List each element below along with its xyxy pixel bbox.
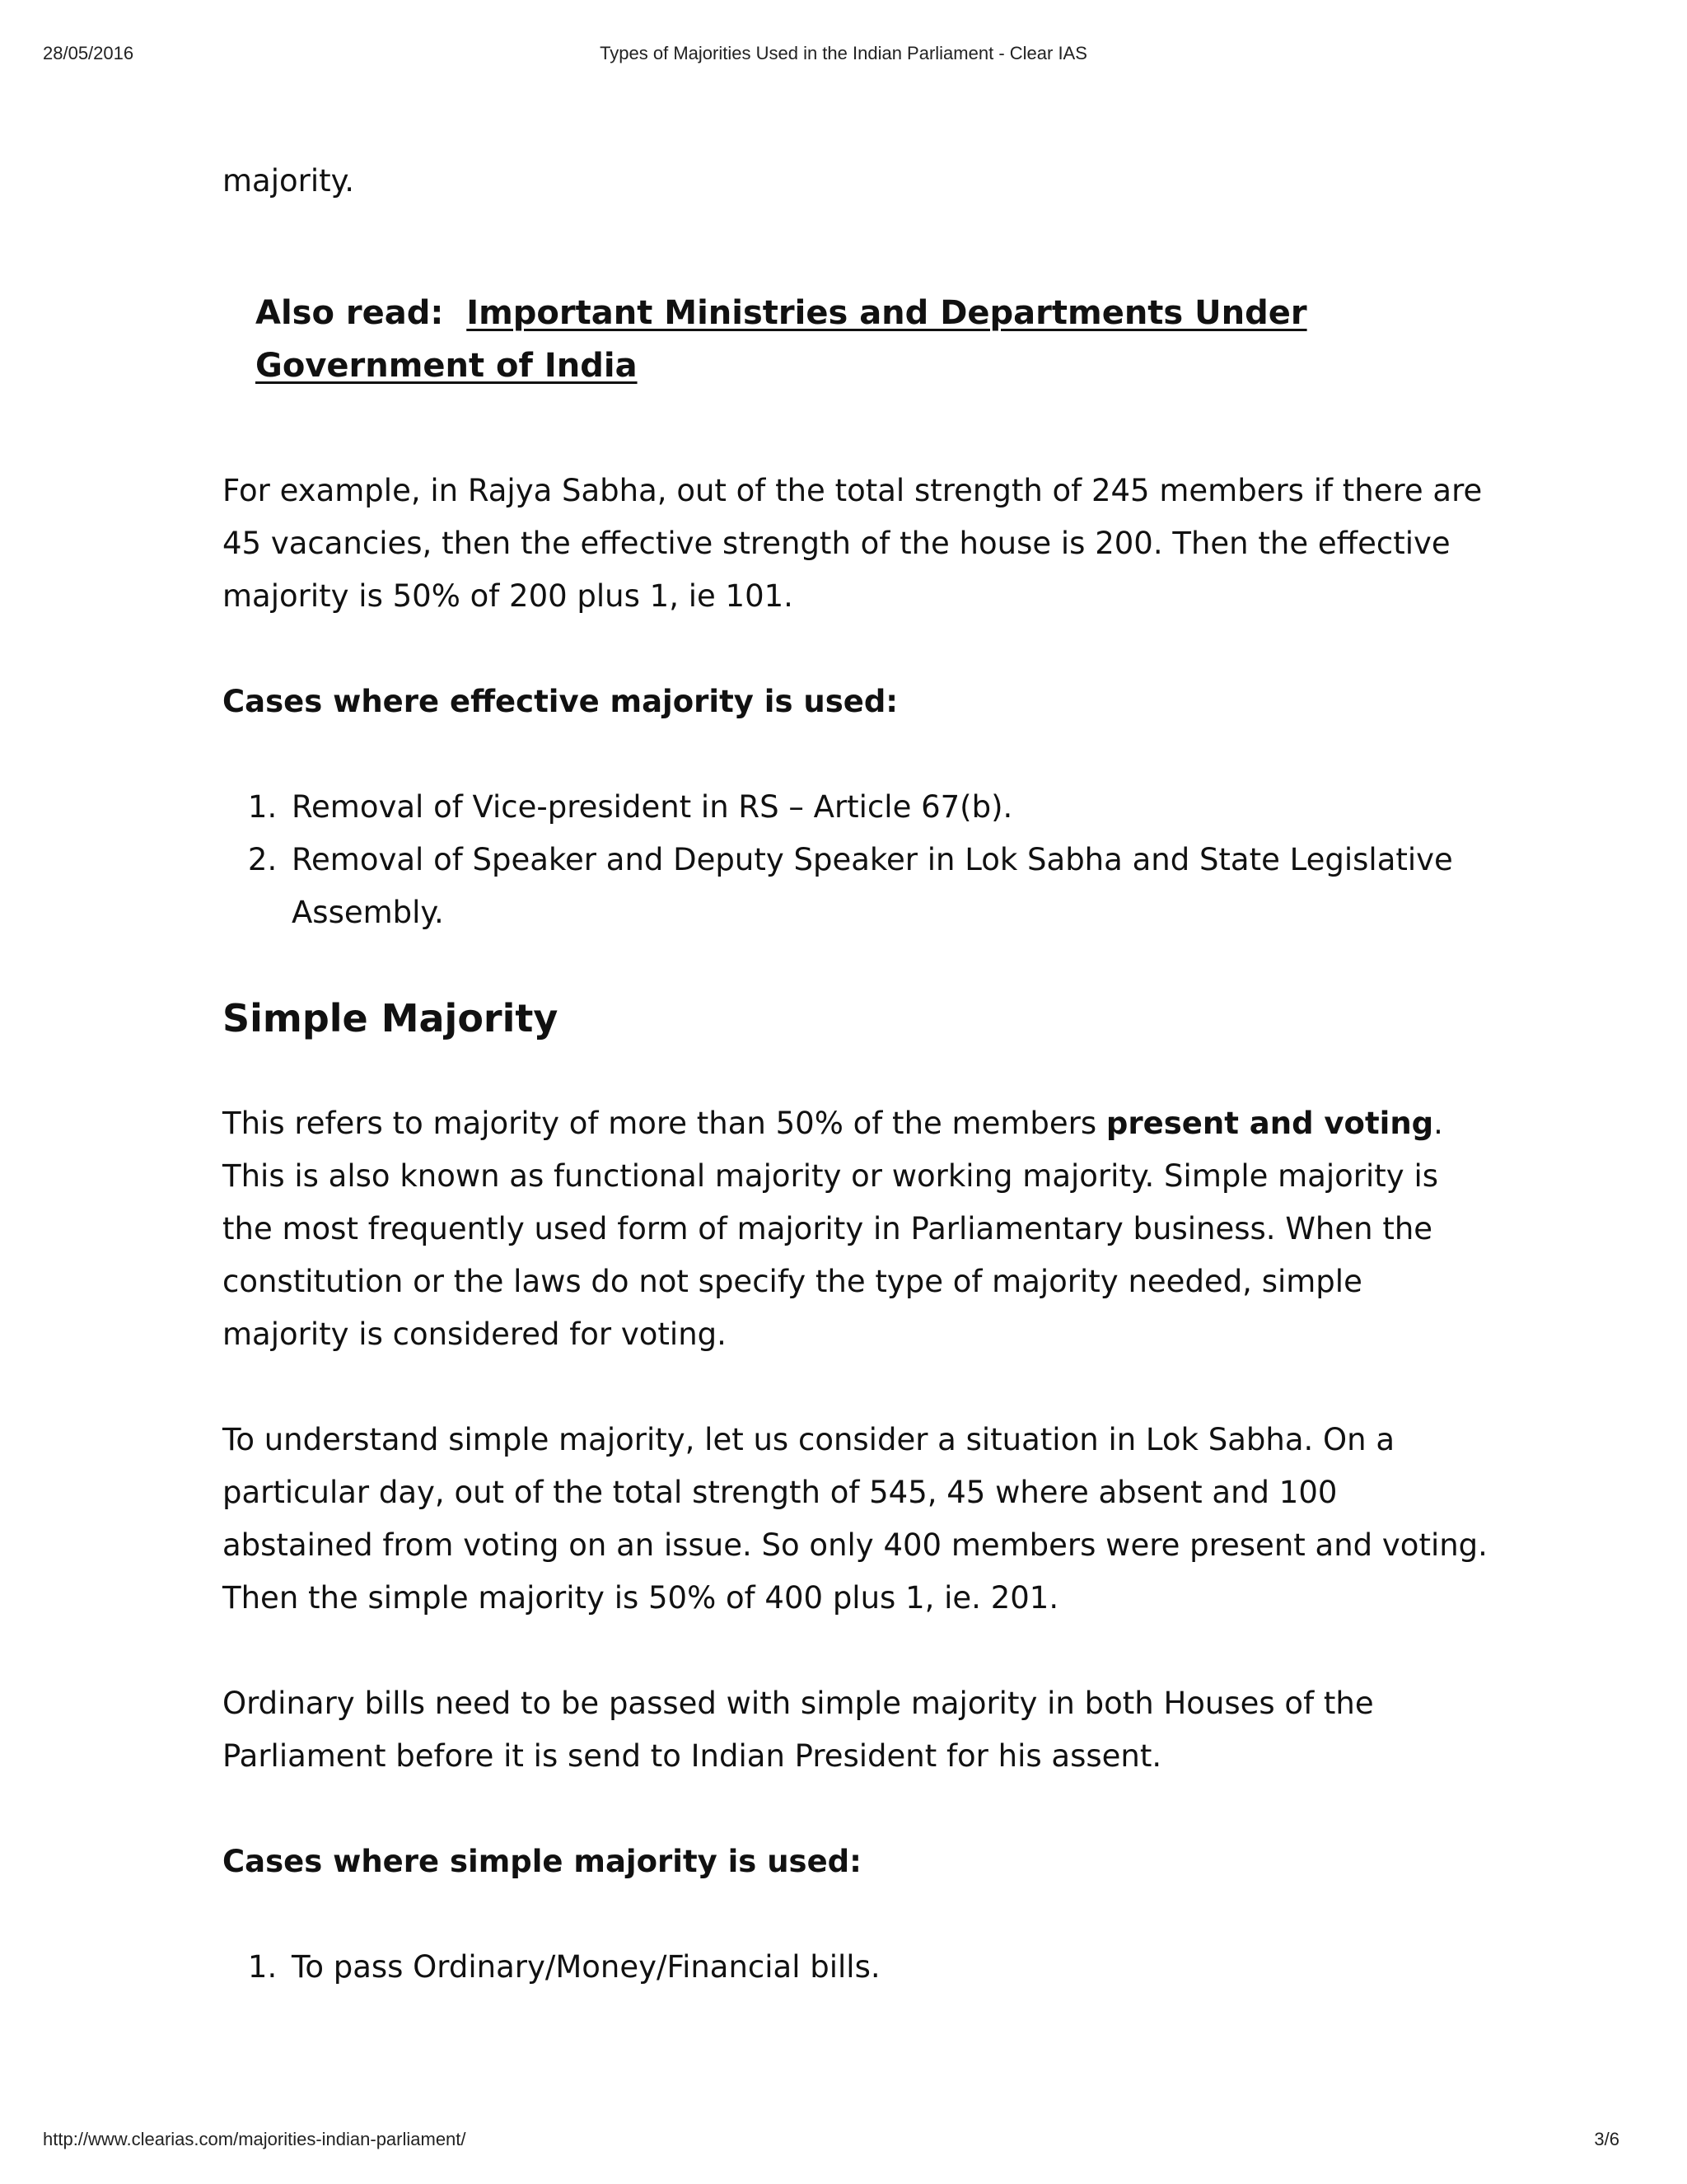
print-date: 28/05/2016	[43, 43, 134, 63]
list-item: 1. To pass Ordinary/Money/Financial bills.	[287, 1941, 1555, 1994]
also-read-label: Also read:	[255, 294, 444, 332]
list-item: 2. Removal of Speaker and Deputy Speaker in Lok Sabha and State Legislative Assembly.	[287, 834, 1555, 939]
effective-cases-heading: Cases where effective majority is used:	[222, 684, 899, 719]
effective-cases-list	[222, 781, 1555, 939]
simple-cases-heading: Cases where simple majority is used:	[222, 1844, 862, 1879]
definition-text-continued: . This is also known as functional majority or working majority. Simple majority is the most frequently used form of majority in Parliamentary business. When the constitution or the laws do not specify the type of majority needed, simple majority is considered for voting.	[222, 1106, 1443, 1352]
ordinary-bills-text: Ordinary bills need to be passed with simple majority in both Houses of the Parliament before it is send to Indian President for his assent.	[222, 1686, 1374, 1774]
continued-text: majority.	[222, 163, 355, 199]
list-item: 1. Removal of Vice-president in RS – Article 67(b).	[287, 781, 1555, 834]
simple-majority-definition	[222, 1097, 1491, 1361]
simple-cases-list	[222, 1941, 1555, 1994]
definition-text: This refers to majority of more than 50% of the members	[222, 1106, 1106, 1141]
also-read-link[interactable]: Important Ministries and Departments Under Government of India	[255, 294, 1307, 385]
section-title-simple-majority: Simple Majority	[222, 996, 558, 1041]
simple-majority-example: To understand simple majority, let us consider a situation in Lok Sabha. On a particular day, out of the total strength of 545, 45 where absent and 100 abstained from voting on an issue. So only 400 members were present and voting. Then the simple majority is 50% of 400 plus 1, ie. 201.	[222, 1422, 1488, 1616]
page-url: http://www.clearias.com/majorities-indian-parliament/	[43, 2129, 466, 2149]
page-number: 3/6	[1594, 2129, 1619, 2149]
definition-emphasis: present and voting	[1105, 1106, 1434, 1141]
print-page-title: Types of Majorities Used in the Indian Parliament - Clear IAS	[600, 43, 1087, 63]
print-footer	[0, 2129, 1687, 2154]
print-header	[0, 43, 1687, 68]
effective-majority-example: For example, in Rajya Sabha, out of the total strength of 245 members if there are 45 vacancies, then the effective strength of the house is 200. Then the effective majority is 50% of 200 plus 1, ie 101.	[222, 473, 1483, 614]
also-read-callout	[255, 287, 1343, 392]
